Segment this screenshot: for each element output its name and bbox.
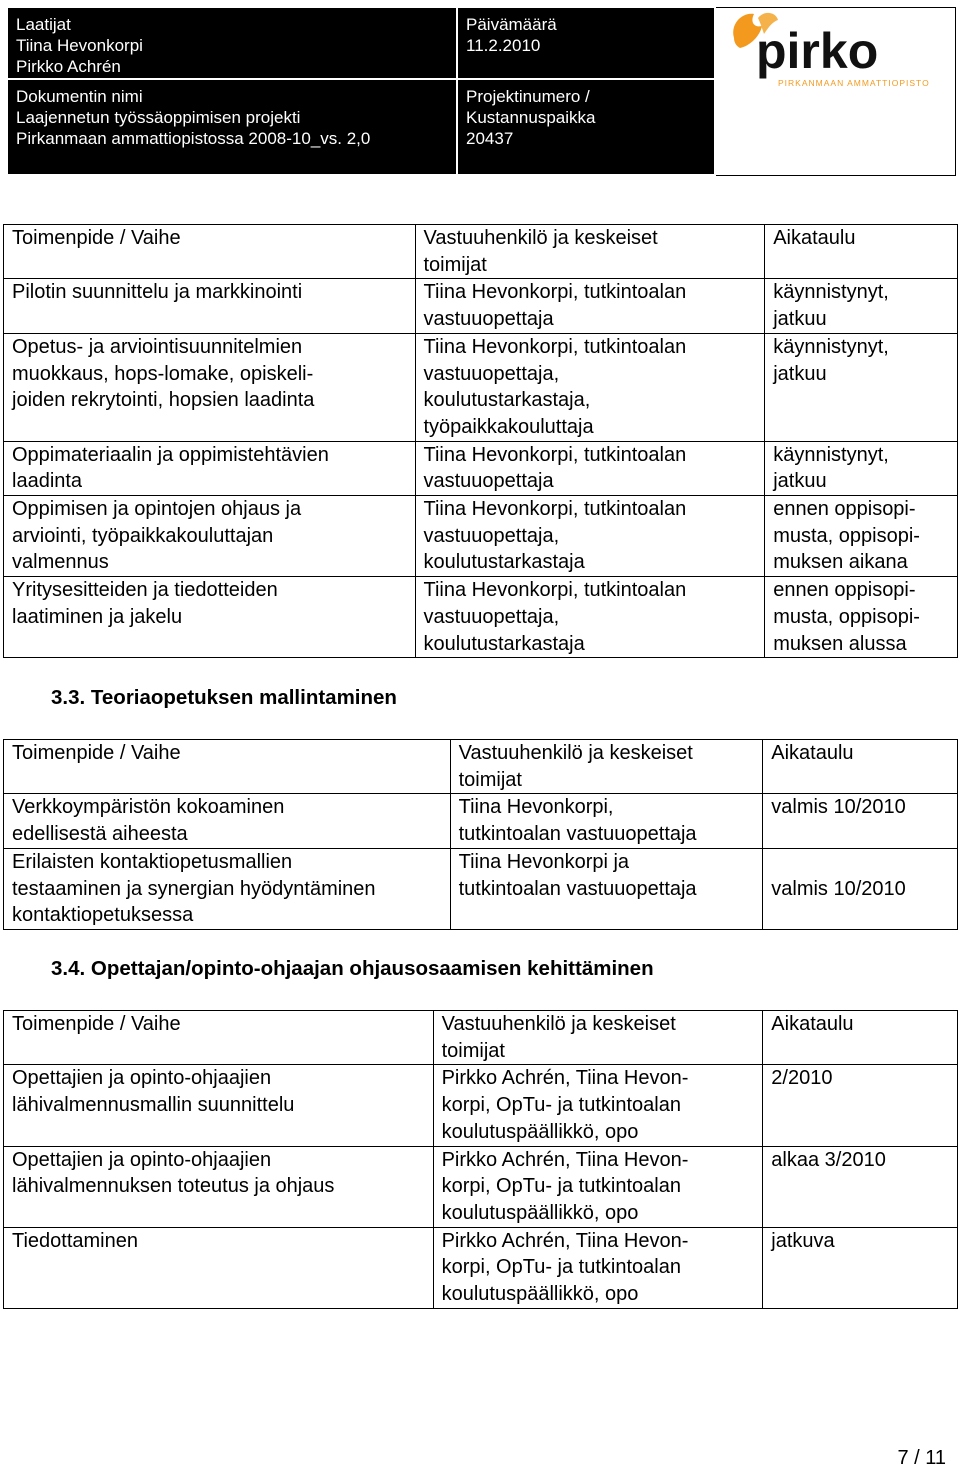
table-row: Erilaisten kontaktiopetusmallien testaaminen ja synergian hyödyntäminen kontaktiopetuksessa Tiina Hevonkorpi ja tutkintoalan vastuuopettaja valmis 10/2010 xyxy=(4,848,958,929)
project-label: Projektinumero / xyxy=(466,87,590,106)
table-row: Yritysesitteiden ja tiedotteiden laatiminen ja jakelu Tiina Hevonkorpi, tutkintoalan vastuuopettaja, koulutustarkastaja ennen oppisopi- musta, oppisopi- muksen alussa xyxy=(4,577,958,658)
column-header: Toimenpide / Vaihe xyxy=(4,740,451,794)
logo-wordmark: pirko xyxy=(756,22,879,79)
column-header: Vastuuhenkilö ja keskeiset toimijat xyxy=(450,740,763,794)
date-label: Päivämäärä xyxy=(466,15,557,34)
table-header-row xyxy=(4,740,958,794)
document-name-line: Laajennetun työssäoppimisen projekti xyxy=(16,108,301,127)
document-name-line: Pirkanmaan ammattiopistossa 2008-10_vs. 2,0 xyxy=(16,129,371,148)
table-header-row xyxy=(4,1011,958,1065)
section-heading-3-4: 3.4. Opettajan/opinto-ohjaajan ohjausosaamisen kehittäminen xyxy=(51,957,654,980)
table-row: Opetus- ja arviointisuunnitelmien muokkaus, hops-lomake, opiskeli- joiden rekrytointi, hopsien laadinta Tiina Hevonkorpi, tutkintoalan vastuuopettaja, koulutustarkastaja, työpaikkakouluttaja käynnistynyt, jatkuu xyxy=(4,333,958,441)
document-name-cell xyxy=(7,79,457,175)
column-header: Aikataulu xyxy=(763,1011,958,1065)
authors-cell xyxy=(7,7,457,79)
column-header: Vastuuhenkilö ja keskeiset toimijat xyxy=(415,225,765,279)
measures-table-3 xyxy=(3,1010,958,1309)
measures-table-1 xyxy=(3,224,958,658)
pirko-logo xyxy=(720,8,952,108)
table-row: Verkkoympäristön kokoaminen edellisestä aiheesta Tiina Hevonkorpi, tutkintoalan vastuuopettaja valmis 10/2010 xyxy=(4,794,958,848)
table-row: Oppimateriaalin ja oppimistehtävien laadinta Tiina Hevonkorpi, tutkintoalan vastuuopettaja käynnistynyt, jatkuu xyxy=(4,441,958,495)
column-header: Aikataulu xyxy=(765,225,958,279)
table-row: Oppimisen ja opintojen ohjaus ja arviointi, työpaikkakouluttajan valmennus Tiina Hevonkorpi, tutkintoalan vastuuopettaja, koulutustarkastaja ennen oppisopi- musta, oppisopi- muksen aikana xyxy=(4,496,958,577)
document-date: 11.2.2010 xyxy=(466,36,541,55)
document-name-label: Dokumentin nimi xyxy=(16,87,143,106)
author-name: Tiina Hevonkorpi xyxy=(16,36,143,55)
table-row: Opettajien ja opinto-ohjaajien lähivalmennusmallin suunnittelu Pirkko Achrén, Tiina Hevon- korpi, OpTu- ja tutkintoalan koulutuspäällikkö, opo 2/2010 xyxy=(4,1065,958,1146)
table-row: Tiedottaminen Pirkko Achrén, Tiina Hevon- korpi, OpTu- ja tutkintoalan koulutuspäällikkö, opo jatkuva xyxy=(4,1227,958,1308)
column-header: Toimenpide / Vaihe xyxy=(4,1011,434,1065)
project-cell xyxy=(457,79,715,175)
authors-label: Laatijat xyxy=(16,15,71,34)
table-row: Pilotin suunnittelu ja markkinointi Tiina Hevonkorpi, tutkintoalan vastuuopettaja käynnistynyt, jatkuu xyxy=(4,279,958,333)
column-header: Toimenpide / Vaihe xyxy=(4,225,416,279)
section-heading-3-3: 3.3. Teoriaopetuksen mallintaminen xyxy=(51,686,397,709)
logo-subtext: PIRKANMAAN AMMATTIOPISTO xyxy=(778,77,930,88)
page-number: 7 / 11 xyxy=(897,1447,946,1469)
date-cell xyxy=(457,7,715,79)
project-label: Kustannuspaikka xyxy=(466,108,596,127)
table-header-row xyxy=(4,225,958,279)
logo-cell xyxy=(715,7,956,175)
table-row: Opettajien ja opinto-ohjaajien lähivalmennuksen toteutus ja ohjaus Pirkko Achrén, Tiina Hevon- korpi, OpTu- ja tutkintoalan koulutuspäällikkö, opo alkaa 3/2010 xyxy=(4,1146,958,1227)
project-number: 20437 xyxy=(466,129,514,148)
document-header xyxy=(6,6,956,176)
column-header: Vastuuhenkilö ja keskeiset toimijat xyxy=(433,1011,763,1065)
measures-table-2 xyxy=(3,739,958,930)
column-header: Aikataulu xyxy=(763,740,958,794)
author-name: Pirkko Achrén xyxy=(16,57,121,76)
